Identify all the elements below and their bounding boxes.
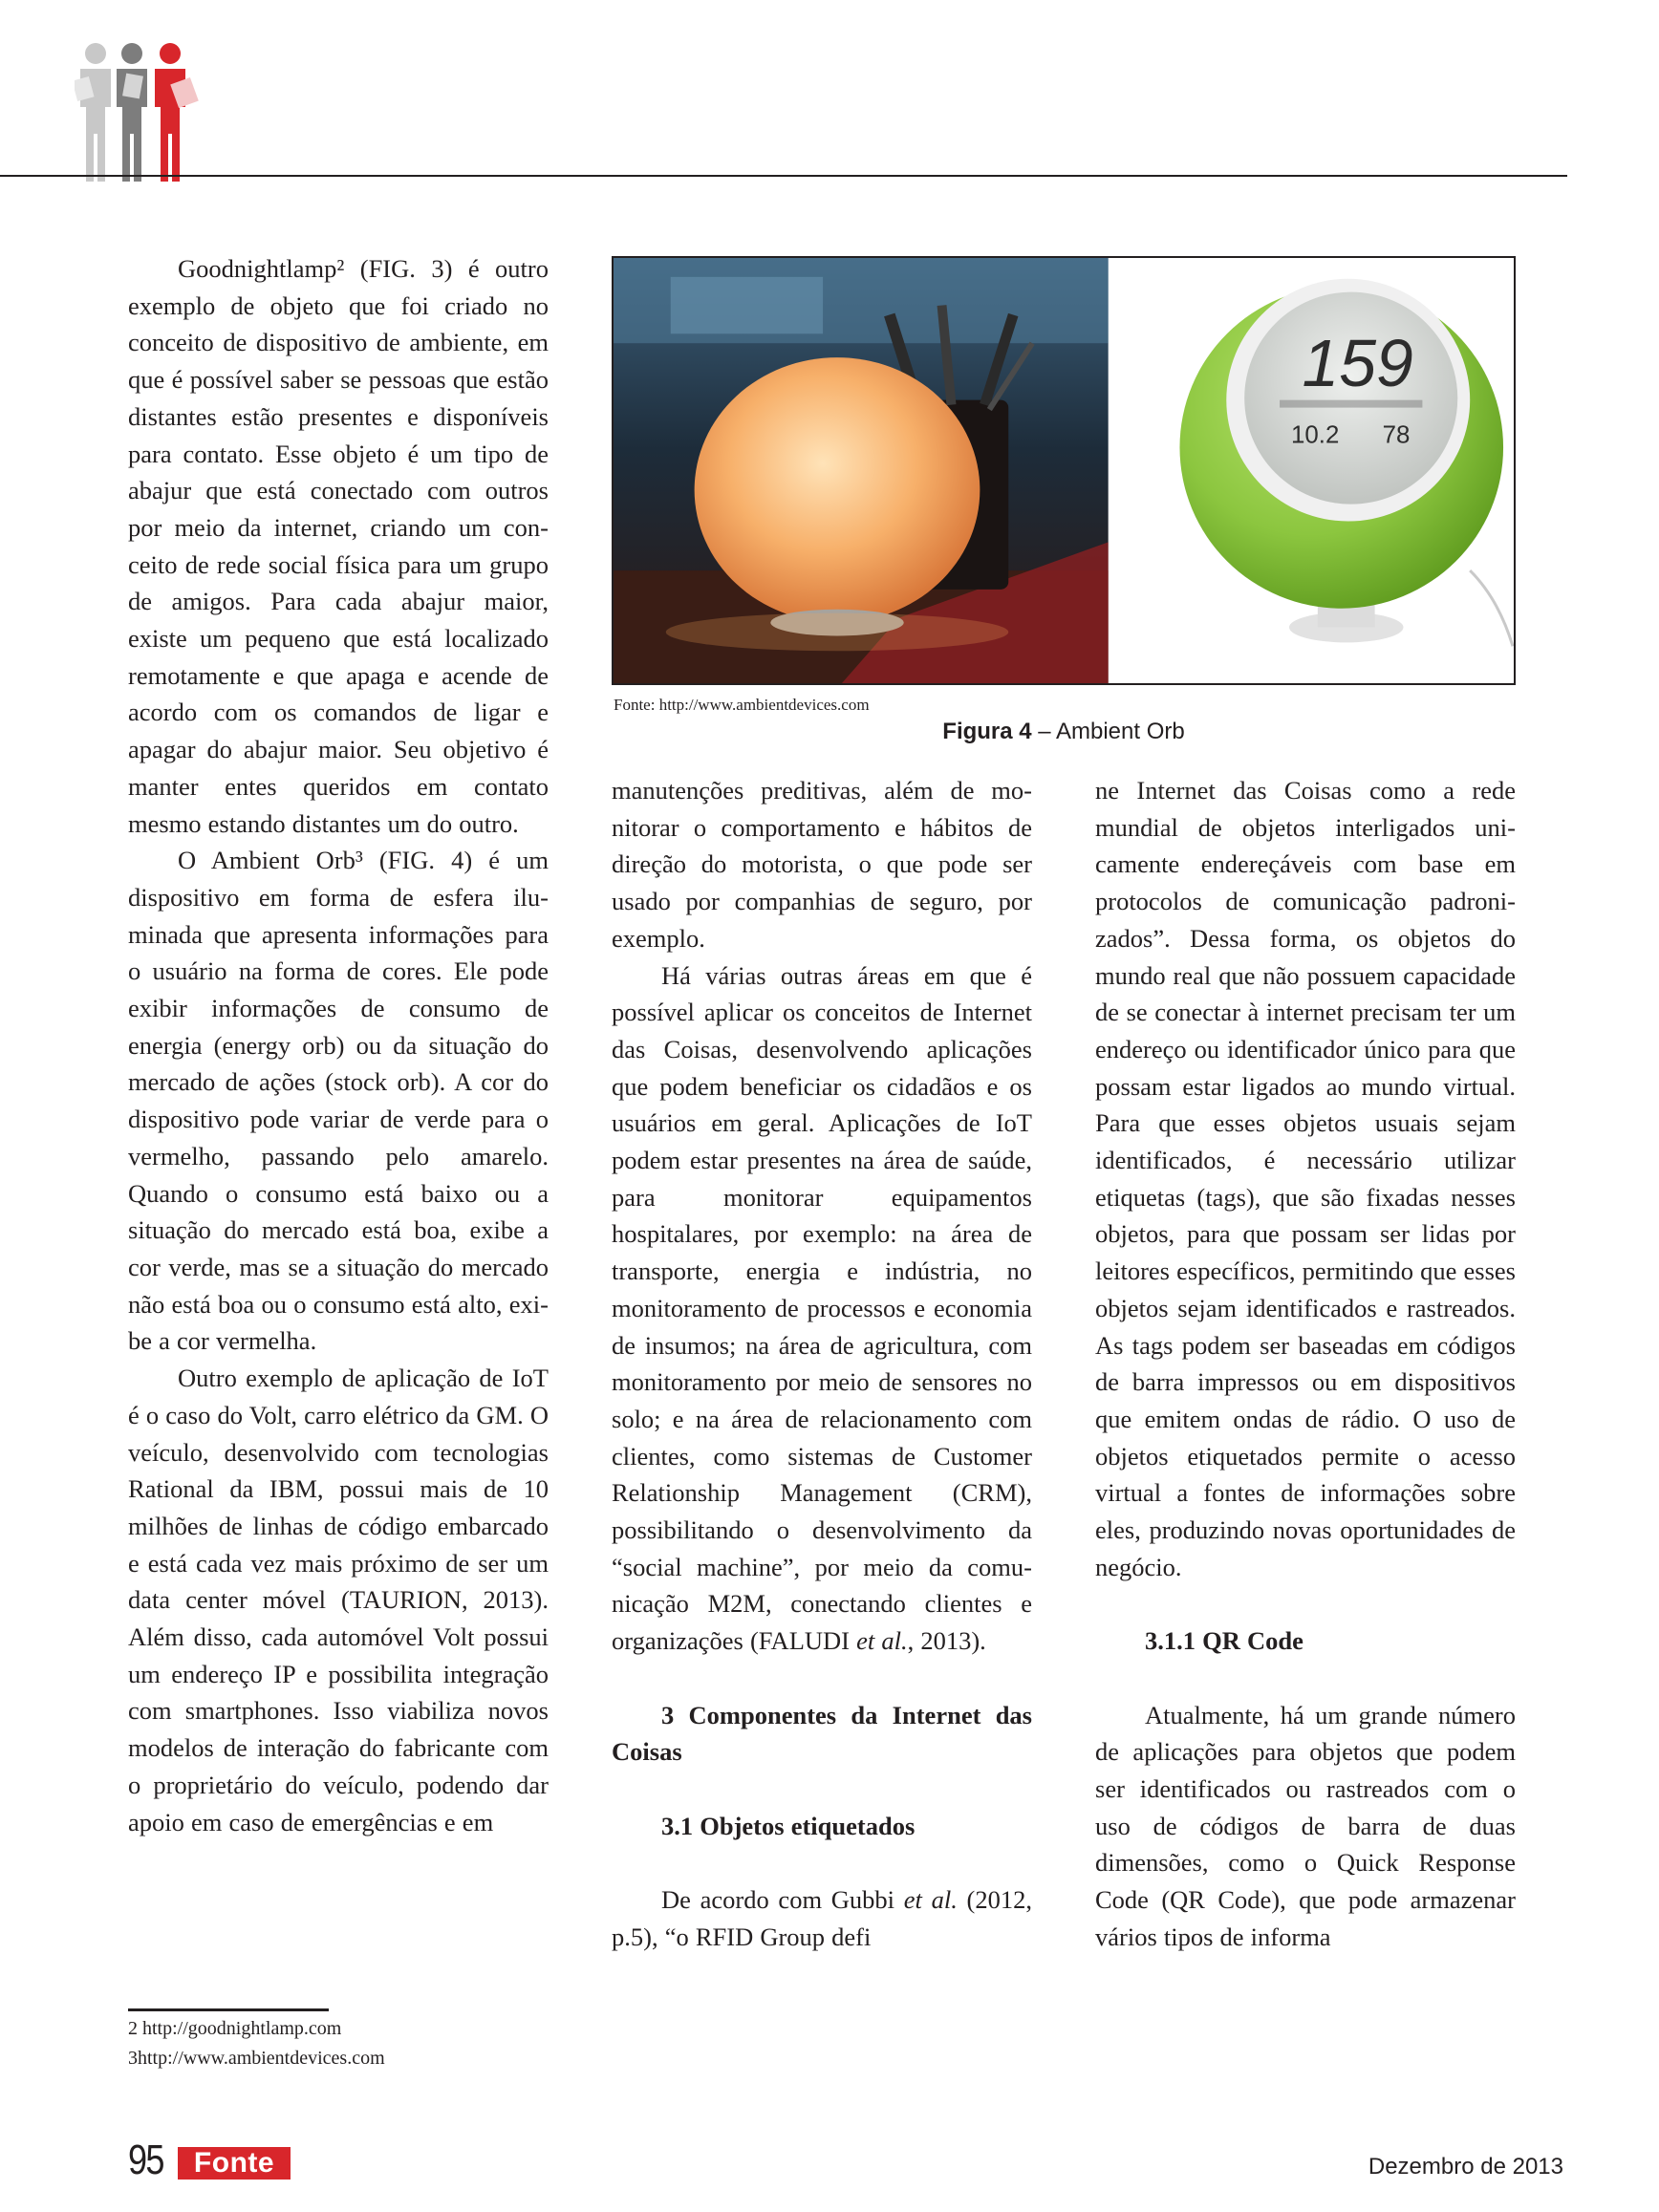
- header-rule: [0, 175, 1567, 177]
- et-al: et al.: [856, 1626, 908, 1656]
- orb-display-left: 10.2: [1290, 421, 1340, 449]
- footnotes: [128, 2014, 385, 2073]
- footer-date: Dezembro de 2013: [1368, 2154, 1563, 2180]
- paragraph: manutenções preditivas, além de monitorar o comportamento e hábitos de direção do motorista, o que pode ser usado por companhias de seguro, por exemplo.: [612, 776, 1032, 953]
- paragraph: Há várias outras áreas em que é possível aplicar os conceitos de Internet das Coisas, desenvolvendo aplicações que podem beneficiar os cidadãos e os usuários em geral. Aplicações de IoT podem estar presentes na área de saúde, para monitorar equipamentos hospitalares, por exemplo: na área de transporte, energia e indústria, no monitoramento de processos e economia de insumos; na área de agricultura, com monitoramento por meio de sensores no solo; e na área de relacionamento com clientes, como sistemas de Customer Relationship Management (CRM), possibilitando o desenvolvimento da “social machine”, por meio da comunicação M2M, conectando clientes e organizações (FALUDI et al., 2013).: [612, 960, 1032, 1656]
- subsection-heading: 3.1 Objetos etiquetados: [661, 1811, 916, 1840]
- ambient-orb-photo: [614, 258, 1514, 683]
- paragraph: ne Internet das Coisas como a rede mundial de objetos interligados unicamente endereçáveis com base em protocolos de comunicação padronizados”. Dessa forma, os objetos do mundo real que não possuem capacidade de se conectar à internet precisam ter um endereço ou identificador único para que possam estar ligados ao mundo virtual. Para que esses objetos usuais sejam identificados, é necessário utilizar etiquetas (tags), que são fixadas nesses objetos, para que possam ser lidas por leitores específicos, permitindo que esses objetos sejam identificados e rastreados. As tags podem ser baseadas em códigos de barra impressos ou em dispositivos que emitem ondas de rádio. O uso de objetos etiquetados permite o acesso virtual a fontes de informações sobre eles, produzindo novas oportunidades de negócio.: [1095, 776, 1516, 1581]
- text-column-3: [1095, 772, 1516, 1955]
- paragraph: Atualmente, há um grande número de aplicações para objetos que podem ser identificados ou rastreados com o uso de códigos de barra de duas dimensões, como o Quick Response Code (QR Code), que pode armazenar vários tipos de informa: [1095, 1700, 1516, 1951]
- people-logo-icon: [75, 42, 229, 182]
- paragraph: De acordo com Gubbi et al. (2012, p.5), “o RFID Group defi: [612, 1885, 1033, 1951]
- page-number: 95: [128, 2137, 163, 2183]
- figure-ambient-orb: [612, 256, 1516, 685]
- section-heading: 3 Componentes da Internet das Coisas: [612, 1700, 1032, 1767]
- figure-caption-label: Figura 4: [942, 719, 1032, 744]
- orb-display-right: 78: [1382, 421, 1411, 449]
- brand-logo: Fonte: [178, 2147, 291, 2180]
- footnote-2: 2 http://goodnightlamp.com: [128, 2018, 342, 2039]
- footnote-rule: [128, 2008, 329, 2011]
- et-al: et al.: [903, 1885, 958, 1915]
- paragraph: Goodnightlamp² (FIG. 3) é outro exemplo de objeto que foi criado no conceito de dispositivo de ambiente, em que é possível saber se pessoas que estão distantes estão presentes e disponíveis para contato. Esse objeto é um tipo de abajur que está conectado com outros por meio da internet, criando um conceito de rede social física para um grupo de amigos. Para cada abajur maior, existe um pequeno que está localizado remotamente e que apaga e acende de acordo com os comandos de ligar e apagar do abajur maior. Seu objetivo é manter entes queridos em contato mesmo estando distantes um do outro.: [128, 254, 549, 838]
- figure-caption: [612, 719, 1516, 745]
- footnote-3: 3http://www.ambientdevices.com: [128, 2048, 385, 2069]
- text-column-2: [612, 772, 1032, 1955]
- figure-caption-text: – Ambient Orb: [1031, 719, 1185, 744]
- text-column-1: [128, 250, 549, 1840]
- subsubsection-heading: 3.1.1 QR Code: [1145, 1626, 1304, 1656]
- figure-source: Fonte: http://www.ambientdevices.com: [614, 696, 870, 714]
- orb-display-number: 159: [1302, 325, 1413, 400]
- paragraph: O Ambient Orb³ (FIG. 4) é um dispositivo em forma de esfera iluminada que apresenta informações para o usuário na forma de cores. Ele pode exibir informações de consumo de energia (energy orb) ou da situação do mercado de ações (stock orb). A cor do dispositivo pode variar de verde para o vermelho, passando pelo amarelo. Quando o consumo está baixo ou a situação do mercado está boa, exibe a cor verde, mas se a situação do mercado não está boa ou o consumo está alto, exibe a cor vermelha.: [128, 846, 549, 1356]
- paragraph: Outro exemplo de aplicação de IoT é o caso do Volt, carro elétrico da GM. O veículo, desenvolvido com tecnologias Rational da IBM, possui mais de 10 milhões de linhas de código embarcado e está cada vez mais próximo de ser um data center móvel (TAURION, 2013). Além disso, cada automóvel Volt possui um endereço IP e possibilita integração com smartphones. Isso viabiliza novos modelos de interação do fabricante com o proprietário do veículo, podendo dar apoio em caso de emergências e em: [128, 1364, 549, 1836]
